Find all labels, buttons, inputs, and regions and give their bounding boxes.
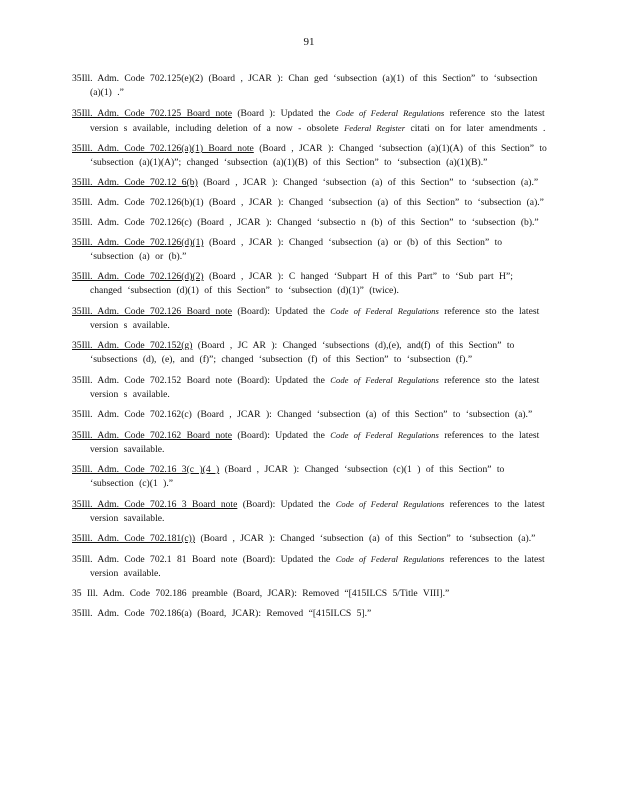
- amendment-entry: [72, 497, 548, 526]
- amendment-entry: [72, 270, 548, 298]
- code-reference: 35Ill. Adm. Code 702.162(c): [72, 409, 192, 420]
- code-reference: 35Ill. Adm. Code 702.126(c): [72, 217, 192, 228]
- entry-text: citati on for later amendments .: [405, 123, 546, 134]
- code-reference: 35Ill. Adm. Code 702.126(a)(1) Board note: [72, 143, 254, 154]
- code-reference: 35Ill. Adm. Code 702.125(e)(2): [72, 73, 204, 84]
- entry-text: (Board , JCAR ): Changed ‘subsectio n (b) of this Section” to ‘subsection (b).”: [191, 217, 539, 228]
- amendment-entry: [72, 463, 548, 491]
- cfr-title: Code of Federal Regulations: [335, 554, 445, 564]
- entry-text: references to the latest version savailable.: [90, 499, 545, 524]
- entry-text: (Board): Updated the: [231, 375, 331, 386]
- entry-text: (Board , JCAR ): Changed ‘subsection (a) of this Section” to ‘subsection (a).”: [197, 177, 539, 188]
- entry-text: (Board): Updated the: [231, 430, 331, 441]
- amendment-entry: [72, 304, 548, 333]
- entry-text: (Board , JC AR ): Changed ‘subsections (d),(e), and(f) of this Section” to ‘subsections (d), (e), and (f)”; changed ‘subsection (f) of this Section” to ‘subsection (f).”: [90, 340, 515, 365]
- amendment-entry: [72, 607, 548, 621]
- cfr-title: Code of Federal Regulations: [330, 430, 439, 440]
- amendment-entry: [72, 339, 548, 367]
- code-reference: 35Ill. Adm. Code 702.186(a): [72, 608, 192, 619]
- amendment-entry: [72, 72, 548, 100]
- entry-text: (Board , JCAR ): Changed ‘subsection (a)(1)(A) of this Section” to ‘subsection (a)(1)(A)”; changed ‘subsection (a)(1)(B) of this Section” to ‘subsection (a)(1)(B).”: [90, 143, 547, 168]
- code-reference: 35Ill. Adm. Code 702.126(b)(1): [72, 197, 204, 208]
- amendment-entry: [72, 373, 548, 402]
- entry-text: (Board , JCAR ): Changed ‘subsection (a) of this Section” to ‘subsection (a).”: [203, 197, 544, 208]
- cfr-title: Code of Federal Regulations: [335, 108, 445, 118]
- entry-text: (Board , JCAR ): Changed ‘subsection (a) of this Section” to ‘subsection (a).”: [195, 533, 536, 544]
- code-reference: 35Ill. Adm. Code 702.126(d)(1): [72, 237, 204, 248]
- amendment-entry: [72, 106, 548, 136]
- amendment-entry: [72, 142, 548, 170]
- entry-text: (Board): Updated the: [237, 554, 336, 565]
- cfr-title: Code of Federal Regulations: [330, 306, 439, 316]
- entry-text: (Board, JCAR): Removed “[415ILCS 5].”: [191, 608, 372, 619]
- code-reference: 35Ill. Adm. Code 702.16 3(c )(4 ): [72, 464, 220, 475]
- amendment-entry: [72, 216, 548, 230]
- amendment-entry: [72, 236, 548, 264]
- cfr-title: Code of Federal Regulations: [335, 499, 445, 509]
- entry-text: references to the latest version savailable.: [90, 430, 540, 455]
- entry-text: reference sto the latest version s available, including deletion of a now - obsolete: [90, 108, 545, 134]
- amendment-list: [72, 72, 548, 627]
- entry-text: (Board , JCAR ): Changed ‘subsection (a) of this Section” to ‘subsection (a).”: [191, 409, 533, 420]
- entry-text: (Board , JCAR ): Changed ‘subsection (c)(1 ) of this Section” to ‘subsection (c)(1 ).”: [90, 464, 505, 489]
- entry-text: reference sto the latest version s available.: [90, 306, 540, 331]
- amendment-entry: [72, 552, 548, 581]
- code-reference: 35Ill. Adm. Code 702.162 Board note: [72, 430, 232, 441]
- entry-text: reference sto the latest version s available.: [90, 375, 540, 400]
- code-reference: 35 Ill. Adm. Code 702.186 preamble: [72, 588, 228, 599]
- code-reference: 35Ill. Adm. Code 702.12 6(b): [72, 177, 198, 188]
- code-reference: 35Ill. Adm. Code 702.16 3 Board note: [72, 499, 238, 510]
- amendment-entry: [72, 408, 548, 422]
- code-reference: 35Ill. Adm. Code 702.126 Board note: [72, 306, 232, 317]
- entry-text: (Board , JCAR ): Changed ‘subsection (a) or (b) of this Section” to ‘subsection (a) or (b).”: [90, 237, 503, 262]
- code-reference: 35Ill. Adm. Code 702.126(d)(2): [72, 271, 204, 282]
- entry-text: (Board ): Updated the: [231, 108, 336, 119]
- code-reference: 35Ill. Adm. Code 702.152 Board note: [72, 375, 232, 386]
- code-reference: 35Ill. Adm. Code 702.125 Board note: [72, 108, 232, 119]
- entry-text: references to the latest version available.: [90, 554, 545, 579]
- code-reference: 35Ill. Adm. Code 702.152(g): [72, 340, 193, 351]
- amendment-entry: [72, 587, 548, 601]
- amendment-entry: [72, 532, 548, 546]
- code-reference: 35Ill. Adm. Code 702.181(c)): [72, 533, 196, 544]
- cfr-title: Code of Federal Regulations: [330, 375, 439, 385]
- entry-text: (Board , JCAR ): Chan ged ‘subsection (a)(1) of this Section” to ‘subsection (a)(1) .”: [90, 73, 538, 98]
- amendment-entry: [72, 176, 548, 190]
- entry-text: (Board, JCAR): Removed “[415ILCS 5/Title VIII].”: [227, 588, 450, 599]
- page-number: 91: [303, 36, 315, 48]
- code-reference: 35Ill. Adm. Code 702.1 81 Board note: [72, 554, 238, 565]
- entry-text: (Board): Updated the: [237, 499, 336, 510]
- amendment-entry: [72, 196, 548, 210]
- entry-text: (Board): Updated the: [231, 306, 331, 317]
- federal-register-title: Federal Register: [344, 123, 406, 133]
- amendment-entry: [72, 428, 548, 457]
- entry-text: (Board , JCAR ): C hanged ‘Subpart H of this Part” to ‘Sub part H”; changed ‘subsection (d)(1) of this Section” to ‘subsection (d)(1)” (twice).: [90, 271, 513, 296]
